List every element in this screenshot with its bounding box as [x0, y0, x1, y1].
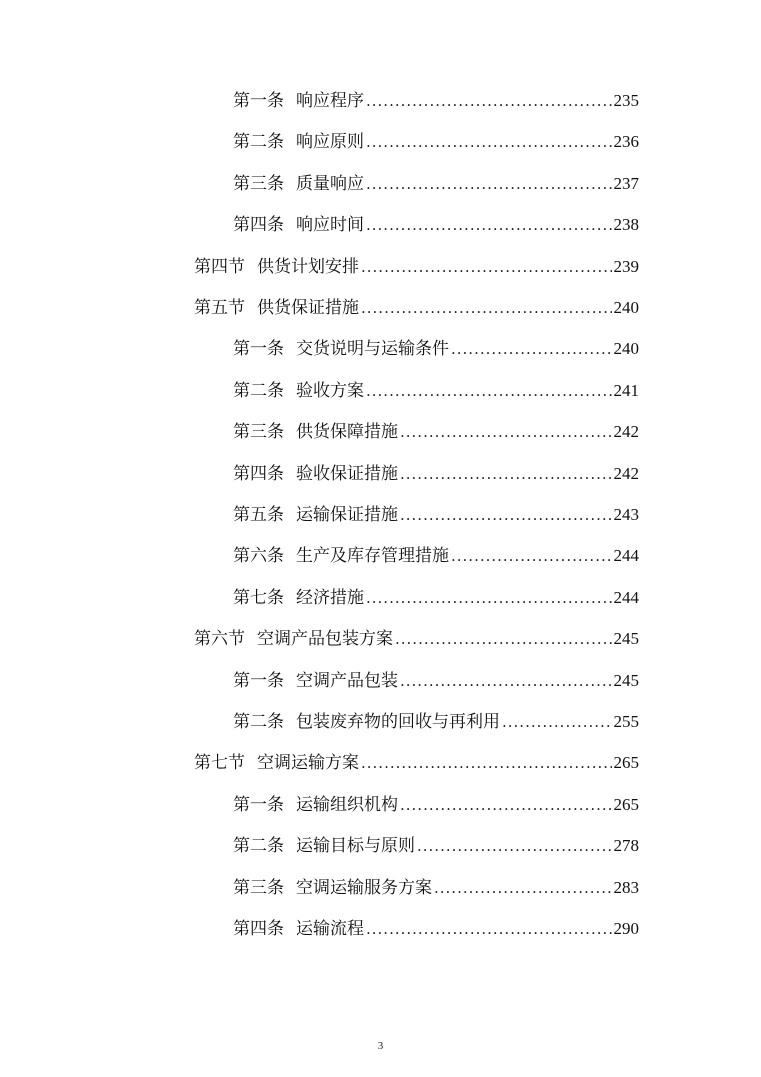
toc-entry-title: 运输组织机构 [296, 795, 398, 815]
toc-entry-label: 第四条 [233, 919, 284, 939]
toc-entry-page-number: 238 [613, 215, 639, 234]
toc-entry-page-number: 242 [613, 464, 639, 483]
toc-entry-page-number: 236 [613, 132, 639, 151]
dot-leader [361, 750, 612, 776]
dot-leader [400, 419, 612, 445]
toc-entry-title: 交货说明与运输条件 [296, 339, 449, 359]
dot-leader [400, 502, 612, 528]
dot-leader [451, 543, 612, 569]
dot-leader [395, 626, 612, 652]
dot-leader [502, 709, 612, 735]
toc-entry-title: 质量响应 [296, 174, 364, 194]
toc-entry-page-number: 235 [613, 91, 639, 110]
dot-leader [400, 792, 612, 818]
toc-entry-page-number: 255 [613, 712, 639, 731]
toc-entry[interactable] [233, 585, 639, 611]
dot-leader [361, 295, 612, 321]
toc-entry-label: 第二条 [233, 381, 284, 401]
toc-entry-title: 供货保证措施 [257, 298, 359, 318]
dot-leader [366, 129, 612, 155]
toc-entry-title: 运输目标与原则 [296, 836, 415, 856]
toc-entry[interactable] [233, 833, 639, 859]
toc-entry-title: 响应程序 [296, 91, 364, 111]
toc-entry-label: 第七节 [194, 753, 245, 773]
toc-entry[interactable] [233, 502, 639, 528]
toc-entry-title: 生产及库存管理措施 [296, 546, 449, 566]
toc-entry-page-number: 242 [613, 422, 639, 441]
toc-entry-label: 第一条 [233, 671, 284, 691]
toc-entry[interactable] [233, 916, 639, 942]
dot-leader [361, 254, 612, 280]
toc-entry-title: 空调运输服务方案 [296, 878, 432, 898]
toc-entry[interactable] [233, 88, 639, 114]
dot-leader [400, 668, 612, 694]
toc-entry[interactable] [233, 171, 639, 197]
toc-entry-page-number: 239 [613, 257, 639, 276]
toc-entry-page-number: 245 [613, 671, 639, 690]
dot-leader [417, 833, 612, 859]
toc-entry[interactable] [194, 254, 639, 280]
dot-leader [366, 212, 612, 238]
toc-entry[interactable] [233, 129, 639, 155]
toc-entry-label: 第二条 [233, 132, 284, 152]
toc-entry-title: 空调产品包装方案 [257, 629, 393, 649]
dot-leader [366, 88, 612, 114]
dot-leader [366, 378, 612, 404]
toc-entry-label: 第七条 [233, 588, 284, 608]
toc-entry-page-number: 265 [613, 753, 639, 772]
toc-entry-label: 第三条 [233, 422, 284, 442]
toc-entry[interactable] [233, 336, 639, 362]
toc-entry-title: 包装废弃物的回收与再利用 [296, 712, 500, 732]
dot-leader [451, 336, 612, 362]
toc-entry-label: 第六节 [194, 629, 245, 649]
toc-entry-label: 第五条 [233, 505, 284, 525]
dot-leader [366, 171, 612, 197]
toc-entry[interactable] [233, 543, 639, 569]
toc-entry-label: 第三条 [233, 878, 284, 898]
toc-entry-title: 经济措施 [296, 588, 364, 608]
toc-entry-label: 第一条 [233, 91, 284, 111]
toc-entry-label: 第五节 [194, 298, 245, 318]
toc-entry-page-number: 237 [613, 174, 639, 193]
toc-entry-page-number: 240 [613, 339, 639, 358]
toc-entry-label: 第一条 [233, 339, 284, 359]
toc-entry-title: 供货保障措施 [296, 422, 398, 442]
toc-entry-label: 第四条 [233, 464, 284, 484]
toc-entry-title: 供货计划安排 [257, 257, 359, 277]
toc-entry-page-number: 245 [613, 629, 639, 648]
toc-entry-label: 第三条 [233, 174, 284, 194]
toc-entry-title: 运输流程 [296, 919, 364, 939]
toc-entry-label: 第二条 [233, 712, 284, 732]
toc-entry-title: 空调运输方案 [257, 753, 359, 773]
toc-entry[interactable] [233, 792, 639, 818]
toc-entry[interactable] [233, 709, 639, 735]
toc-entry-page-number: 283 [613, 878, 639, 897]
toc-entry-label: 第一条 [233, 795, 284, 815]
toc-entry-page-number: 240 [613, 298, 639, 317]
toc-entry-page-number: 241 [613, 381, 639, 400]
toc-entry-title: 验收保证措施 [296, 464, 398, 484]
toc-entry-label: 第四条 [233, 215, 284, 235]
toc-entry-title: 响应原则 [296, 132, 364, 152]
toc-entry-label: 第二条 [233, 836, 284, 856]
toc-entry[interactable] [194, 295, 639, 321]
dot-leader [434, 875, 612, 901]
dot-leader [400, 461, 612, 487]
toc-entry-title: 空调产品包装 [296, 671, 398, 691]
toc-entry-page-number: 243 [613, 505, 639, 524]
toc-entry-label: 第六条 [233, 546, 284, 566]
toc-entry-title: 验收方案 [296, 381, 364, 401]
dot-leader [366, 916, 612, 942]
toc-entry[interactable] [233, 419, 639, 445]
toc-entry-label: 第四节 [194, 257, 245, 277]
toc-entry-title: 运输保证措施 [296, 505, 398, 525]
toc-entry-page-number: 265 [613, 795, 639, 814]
toc-entry[interactable] [233, 212, 639, 238]
toc-entry-page-number: 244 [613, 588, 639, 607]
toc-entry[interactable] [233, 668, 639, 694]
toc-entry-page-number: 244 [613, 546, 639, 565]
toc-entry[interactable] [194, 626, 639, 652]
toc-entry-page-number: 278 [613, 836, 639, 855]
dot-leader [366, 585, 612, 611]
toc-entry[interactable] [233, 461, 639, 487]
toc-entry[interactable] [194, 750, 639, 776]
toc-entry[interactable] [233, 378, 639, 404]
toc-entry-title: 响应时间 [296, 215, 364, 235]
page-number-footer: 3 [377, 1040, 384, 1052]
toc-entry[interactable] [233, 875, 639, 901]
toc-entry-page-number: 290 [613, 919, 639, 938]
